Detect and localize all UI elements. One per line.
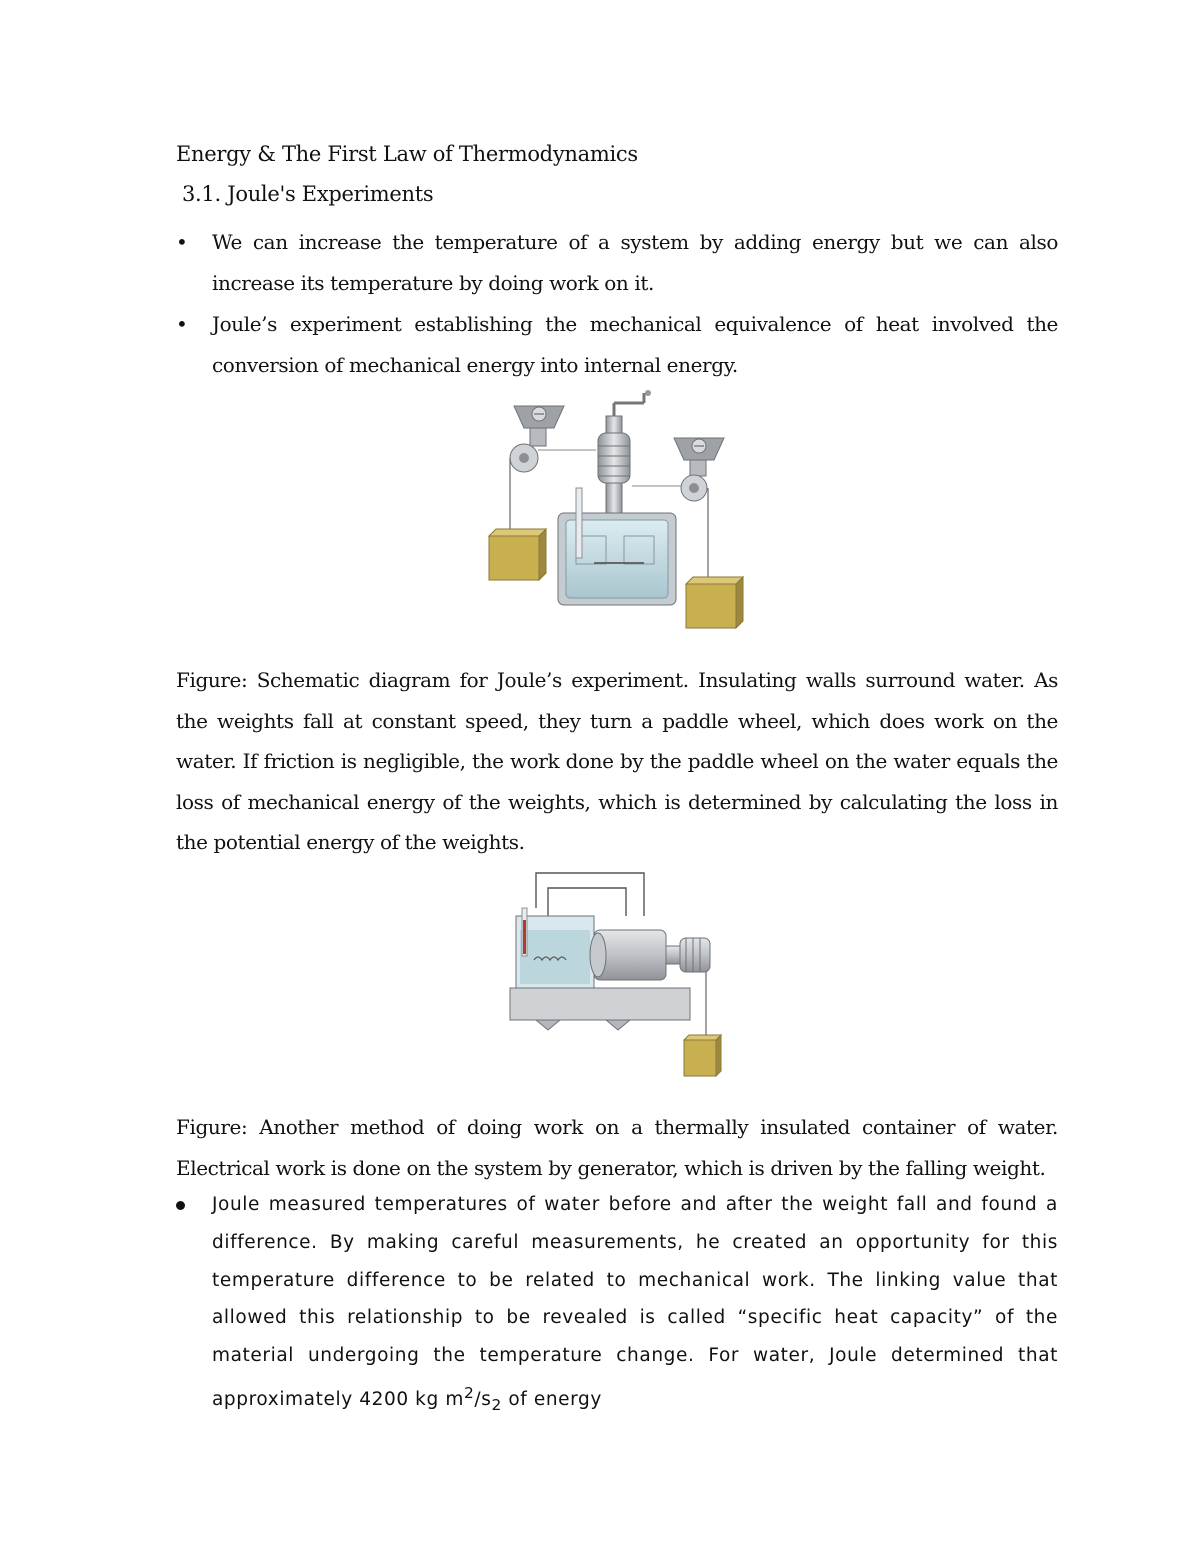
list-item: [176, 1186, 1058, 1425]
bullet-text: We can increase the temperature of a system by adding energy but we can also increase its temperature by doing work on it.: [212, 230, 1058, 295]
bullet-text: Joule’s experiment establishing the mechanical equivalence of heat involved the conversion of mechanical energy into internal energy.: [212, 312, 1058, 377]
apparatus-base: [510, 988, 690, 1030]
generator-heating-apparatus-illustration: [506, 868, 728, 1090]
pulley-coil: [680, 938, 710, 972]
list-item: [176, 304, 1058, 386]
left-weight: [489, 529, 546, 580]
main-bullet-list: [176, 1186, 1058, 1425]
list-item: [176, 222, 1058, 304]
water-container: [516, 908, 594, 988]
falling-weight: [684, 1035, 721, 1076]
document-title: Energy & The First Law of Thermodynamics: [176, 142, 638, 166]
figure-caption: Figure: Another method of doing work on a thermally insulated container of water. Electrical work is done on the system by generator, which is driven by the falling weight.: [176, 1115, 1058, 1180]
right-pulley: [674, 438, 724, 501]
generator: [590, 930, 710, 980]
figure-caption: Figure: Schematic diagram for Joule’s experiment. Insulating walls surround water. As the weights fall at constant speed, they turn a paddle wheel, which does work on the water. If friction is negligible, the work done by the paddle wheel on the water equals the loss of mechanical energy of the weights, which is determined by calculating the loss in the potential energy of the weights.: [176, 668, 1058, 854]
superscript: 2: [463, 1383, 475, 1402]
bullet-marker: •: [176, 312, 188, 336]
bullet-text: Joule measured temperatures of water before and after the weight fall and found a difference. By making careful measurements, he created an opportunity for this temperature difference to be related to mechanical work. The linking value that allowed this relationship to be revealed is called “specific heat capacity” of the material undergoing the temperature change. For water, Joule determined that approximately 4200 kg m: [212, 1194, 1058, 1411]
right-weight: [686, 577, 743, 628]
bullet-text-continued: of energy: [501, 1389, 602, 1411]
unit-slash: /s: [474, 1389, 492, 1411]
left-pulley: [510, 406, 564, 472]
joule-paddle-wheel-apparatus-illustration: [484, 388, 754, 643]
section-heading: 3.1. Joule's Experiments: [182, 182, 434, 206]
bullet-marker: •: [176, 230, 188, 254]
bullet-dot-icon: [176, 1201, 185, 1210]
intro-bullet-list: [176, 222, 1058, 386]
spindle-coil: [598, 433, 630, 483]
subscript: 2: [491, 1395, 502, 1414]
